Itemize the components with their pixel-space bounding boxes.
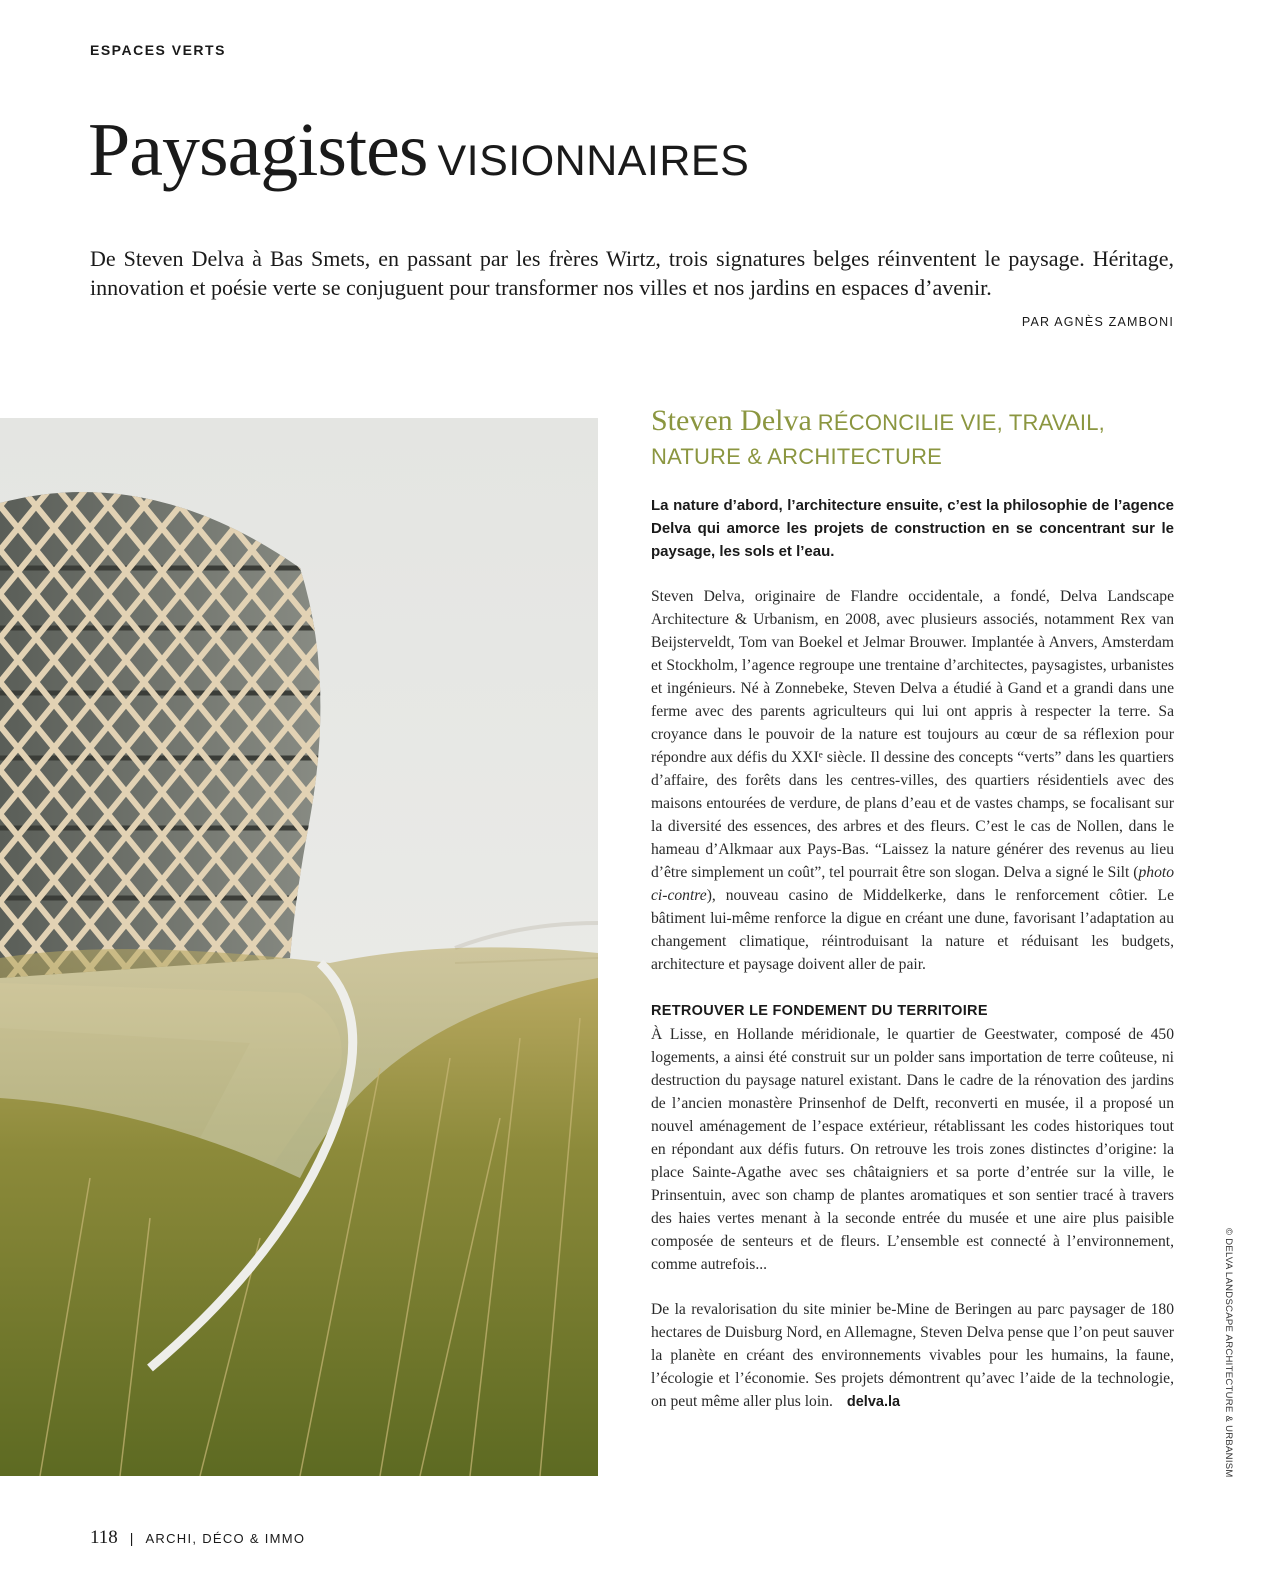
article-column: [651, 404, 1174, 1414]
headline-serif: Paysagistes: [88, 108, 428, 192]
byline: PAR AGNÈS ZAMBONI: [1021, 315, 1174, 329]
section-label: ESPACES VERTS: [90, 42, 226, 58]
headline-caps: VISIONNAIRES: [437, 137, 750, 185]
page-footer: [90, 1527, 305, 1549]
footer-separator: |: [129, 1530, 134, 1546]
article-subhead: RETROUVER LE FONDEMENT DU TERRITOIRE: [651, 1003, 988, 1019]
article-lead: La nature d’abord, l’architecture ensuite, c’est la philosophie de l’agence Delva qui amorce les projets de construction en se concentrant sur le paysage, les sols et l’eau.: [651, 497, 1174, 560]
website-link[interactable]: delva.la: [846, 1394, 901, 1410]
photo-credit: © DELVA LANDSCAPE ARCHITECTURE & URBANISM: [1223, 1228, 1234, 1478]
article-title-name: Steven Delva: [651, 404, 812, 437]
article-title: [651, 404, 1174, 474]
article-title-tag: RÉCONCILIE VIE, TRAVAIL, NATURE & ARCHITECTURE: [651, 410, 1105, 469]
magazine-name: ARCHI, DÉCO & IMMO: [145, 1531, 306, 1546]
intro-paragraph: De Steven Delva à Bas Smets, en passant par les frères Wirtz, trois signatures belges réinventent le paysage. Héritage, innovation et poésie verte se conjuguent pour transformer nos villes et nos jardins en espaces d’avenir.: [90, 246, 1174, 300]
photo-reference: photo ci-contre: [651, 864, 1174, 904]
article-paragraph-2: À Lisse, en Hollande méridionale, le quartier de Geestwater, composé de 450 logements, a ainsi été construit sur un polder sans importation de terre coûteuse, ni destruction du paysage naturel existant. Dans le cadre de la rénovation des jardins de l’ancien monastère Prinsenhof de Delft, reconverti en musée, il a proposé un nouvel aménagement de l’espace extérieur, rétablissant les codes historiques tout en répondant aux défis futurs. On retrouve les trois zones distinctes d’origine: la place Sainte-Agathe avec ses châtaigniers et sa porte d’entrée sur la ville, le Prinsentuin, avec son champ de plantes aromatiques et son sentier tracé à travers des haies vertes menant à la seconde entrée du musée et une aire plus paisible composée de senteurs et de fleurs. L’ensemble est connecté à l’environnement, comme autrefois...: [651, 1026, 1174, 1273]
page-number: 118: [90, 1527, 118, 1548]
building-photo: [0, 418, 598, 1476]
article-paragraph-1: Steven Delva, originaire de Flandre occidentale, a fondé, Delva Landscape Architecture & Urbanism, en 2008, avec plusieurs associés, notamment Rex van Beijsterveldt, Tom van Boekel et Jelmar Brouwer. Implantée à Anvers, Amsterdam et Stockholm, l’agence regroupe une trentaine d’architectes, paysagistes, urbanistes et ingénieurs. Né à Zonnebeke, Steven Delva a étudié à Gand et a grandi dans une ferme avec des parents agriculteurs qui lui ont appris à respecter la terre. Sa croyance dans le pouvoir de la nature est toujours au cœur de sa réflexion pour répondre aux défis du XXIᵉ siècle. Il dessine des concepts “verts” dans les quartiers d’affaire, des forêts dans les centres-villes, des quartiers résidentiels avec des maisons entourées de verdure, de plans d’eau et de vastes champs, se focalisant sur la diversité des essences, des arbres et des fleurs. C’est le cas de Nollen, dans le hameau d’Alkmaar aux Pays-Bas. “Laissez la nature générer des revenus au lieu d’être simplement un coût”, tel pourrait être son slogan. Delva a signé le Silt (photo ci-contre), nouveau casino de Middelkerke, dans le renforcement côtier. Le bâtiment lui-même renforce la digue en créant une dune, favorisant l’adaptation au changement climatique, réintroduisant la nature et réduisant les budgets, architecture et paysage doivent aller de pair.: [651, 588, 1174, 973]
article-paragraph-3: De la revalorisation du site minier be-Mine de Beringen au parc paysager de 180 hectares de Duisburg Nord, en Allemagne, Steven Delva pense que l’on peut sauver la planète en créant des environnements vivables pour les humains, la faune, l’écologie et l’économie. Ses projets démontrent qu’avec l’aide de la technologie, on peut même aller plus loin. delva.la: [651, 1301, 1174, 1410]
headline: [88, 108, 750, 192]
